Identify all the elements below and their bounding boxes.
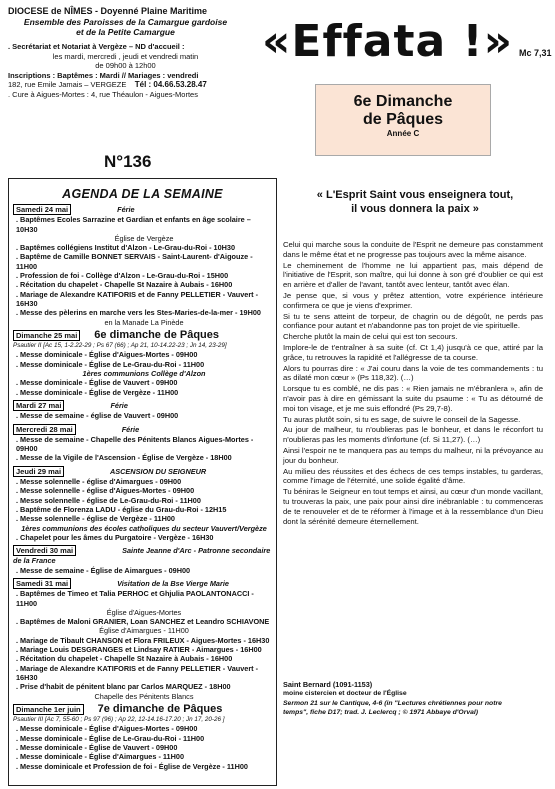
agenda-day [9,466,276,542]
day-date: Mercredi 28 mai [13,424,76,435]
parish-header [8,6,243,99]
agenda-entry: . Baptêmes de Timeo et Talia PERHOC et Ghjulia PAOLANTONACCI - 11H00 [16,589,254,608]
agenda-days [9,204,276,771]
day-date: Jeudi 29 mai [13,466,64,477]
diocese-line [8,6,243,17]
agenda-entry: . Messe dominicale - Église de Vauvert - 09H00 [16,743,178,753]
author-block [283,680,543,718]
agenda-entry: . Messe dominicale - Église d'Aigues-Mortes - 09H00 [16,350,198,360]
day-header [13,704,272,715]
sunday-line-2: de Pâques [362,111,444,128]
agenda-entry: . Mariage Louis DESGRANGES et Lindsay RATIER - Aimargues - 16H00 [16,645,262,655]
diocese-name: DIOCESE de NÎMES [8,6,93,16]
agenda-entry: Église de Vergèze [114,233,174,243]
agenda-entry: . Messe solennelle - église d'Aimargues - 09H00 [16,477,182,487]
meditation-paragraph: Cherche plutôt la main de celui qui est ton secours. [283,332,458,342]
ensemble-l1: Ensemble des Paroisses de la Camargue gardoise [23,17,228,27]
agenda-day [9,578,276,701]
agenda-entry: . Récitation du chapelet - Chapelle St Nazaire à Aubais - 16H00 [16,654,233,664]
author-source-2: temps", fiche D17; trad. J. Leclercq ; © 1971 Abbaye d'Orval) [283,709,479,717]
agenda-entry: . Messe solennelle - église d'Aigues-Mortes - 09H00 [16,486,195,496]
agenda-entry: Église d'Aimargues - 11H00 [99,626,189,636]
contact-info [8,42,243,99]
phone-number: Tél : 04.66.53.28.47 [134,80,207,89]
meditation-paragraph: Tu auras plutôt soin, si tu es sage, de suivre le conseil de la Sagesse. [283,414,521,424]
agenda-entry: . Profession de foi - Collège d'Alzon - Le-Grau-du-Roi - 15H00 [16,271,229,281]
day-header [13,545,272,566]
agenda-entry: . Baptêmes collégiens Institut d'Alzon - Le-Grau-du-Roi - 10H30 [16,243,236,253]
meditation-paragraph: Ainsi l'espoir ne te manquera pas au temps du malheur, ni la prévoyance au jour du bonheur. [283,445,543,465]
day-header [13,578,272,589]
agenda-entry: . Récitation du chapelet - Chapelle St Nazaire à Aubais - 16H00 [16,280,233,290]
agenda-entry: . Messe de semaine - Église de Aimargues - 09H00 [16,565,191,575]
author-desc: moine cistercien et docteur de l'Église [283,690,407,698]
agenda-day [9,204,276,327]
day-title: Férie [110,400,128,410]
agenda-day [9,400,276,421]
meditation-text [283,240,543,527]
quote-line-2: il vous donnera la paix » [351,203,479,215]
psautier-line: Psautier III [Ac 7, 55-60 ; Ps 97 (96) ; Ap 22, 12-14.16-17.20 ; Jn 17, 20-26 ] [13,716,225,724]
agenda-heading: AGENDA DE LA SEMAINE [62,187,223,201]
quote-line-1: « L'Esprit Saint vous enseignera tout, [316,189,514,201]
agenda-entry: . Mariage de Alexandre KATIFORIS et de Fanny PELLETIER - Vauvert - 16H30 [16,663,259,682]
author-name: Saint Bernard (1091-1153) [283,680,373,689]
day-title: Sainte Jeanne d'Arc - Patronne secondaire de la France [13,546,271,566]
address-line [8,80,243,90]
agenda-entry: . Messe des pèlerins en marche vers les Stes-Maries-de-la-mer - 19H00 [16,308,261,318]
meditation-paragraph: Au milieu des réussites et des échecs de ces temps instables, tu garderas, comme l'image de l'éternité, une solide égalité d'âme. [283,466,543,486]
hours-line-2: de 09h00 à 12h00 [95,61,156,70]
gospel-quote [290,188,540,216]
psautier-line: Psautier II [Ac 15, 1-2.22-29 ; Ps 67 (66) ; Ap 21, 10-14.22-23 ; Jn 14, 23-29] [13,342,227,350]
agenda-entry: . Messe dominicale - Église de Le-Grau-du-Roi - 11H00 [16,733,205,743]
title-reference: Mc 7,31 [519,48,552,58]
meditation-paragraph: Je pense que, si vous y prêtez attention, votre expérience intérieure confirmera ce que je viens d'exprimer. [283,290,543,310]
meditation-paragraph: Alors tu pourras dire : « J'ai couru dans la voie de tes commandements : tu as dilaté mon cœur » (Ps 118,32). (…) [283,363,543,383]
meditation-paragraph: Implore-le de t'entraîner à sa suite (cf. Ct 1,4) jusqu'à ce que, attiré par la grâce, tu retrouves la rapidité et l'allégresse de ta course. [283,342,543,362]
sunday-line-1: 6e Dimanche [353,93,453,110]
agenda-entry: . Messe de semaine - église de Vauvert - 09H00 [16,411,179,421]
agenda-entry: . Baptême de Camille BONNET SERVAIS - Saint-Laurent- d'Aigouze - 11H00 [16,252,253,271]
agenda-entry: en la Manade La Pinède [104,317,184,327]
agenda-entry: . Messe dominicale - Église d'Aigues-Mortes - 09H00 [16,724,198,734]
agenda-entry: 1ères communions des écoles catholiques du secteur Vauvert/Vergèze [21,523,267,533]
agenda-entry: . Messe dominicale et Profession de foi - Église de Vergèze - 11H00 [16,761,248,771]
inscriptions-line: Inscriptions : Baptêmes : Mardi // Mariages : vendredi [8,70,199,80]
day-header [13,424,272,435]
meditation-paragraph: Tu béniras le Seigneur en tout temps et ainsi, au cœur d'un monde vacillant, tu trouveras la paix, une paix pour ainsi dire inébranlable : tu commenceras de te renouveler et de te réformer à l'image et à la ressemblance d'un Dieu dont la sérénité demeure éternellement. [283,487,543,526]
agenda-entry: . Messe dominicale - Église de Vergèze - 11H00 [16,387,179,397]
doyenne-name: - Doyenné Plaine Maritime [92,6,208,16]
agenda-entry: . Mariage de Tibault CHANSON et Flora FRILEUX - Aigues-Mortes - 16H30 [16,635,270,645]
day-title: ASCENSION DU SEIGNEUR [110,466,207,476]
day-date: Samedi 31 mai [13,578,71,589]
sunday-year: Année C [386,129,420,138]
newsletter-title: «Effata !» [262,16,513,67]
day-title: Férie [121,424,140,434]
day-date: Dimanche 25 mai [13,330,80,341]
agenda-entry: . Baptêmes de Maloni GRANIER, Loan SANCHEZ et Leandro SCHIAVONE [16,617,270,627]
ensemble-l2: et de la Petite Camargue [76,27,175,37]
sunday-box [315,84,491,156]
agenda-entry: . Messe solennelle - église de Le-Grau-du-Roi - 11H00 [16,495,201,505]
agenda-box [8,178,277,786]
day-date: Mardi 27 mai [13,400,64,411]
day-title: Férie [117,205,135,214]
day-date: Vendredi 30 mai [13,545,76,556]
agenda-entry: . Messe dominicale - Église de Vauvert - 09H00 [16,378,178,388]
meditation-paragraph: Lorsque tu es comblé, ne dis pas : « Rien jamais ne m'ébranlera », afin de n'avoir pas à dire en gémissant la suite du psaume : « Tu as détourné de moi ton visage, et je me suis effondré (Ps 29,7-8). [283,384,543,413]
meditation-paragraph: Si tu te sens atteint de torpeur, de chagrin ou de dégoût, ne perds pas confiance pour autant et n'abandonne pas ton projet de vie spirituelle. [283,311,543,331]
meditation-paragraph: Le cheminement de l'homme ne lui appartient pas, mais dépend de l'initiative de l'Esprit, son maître, qui lui donne à son gré d'oublier ce qui est en arrière et d'aller de l'avant, tantôt avec lenteur, tantôt avec élan. [283,260,543,290]
cure-line: . Cure à Aigues-Mortes : 4, rue Théaulon - Aigues-Mortes [8,89,198,99]
agenda-day [9,545,276,575]
agenda-day [9,330,276,397]
day-header [13,400,272,411]
meditation-paragraph: Celui qui marche sous la conduite de l'Esprit ne demeure pas constamment dans le même état et ne progresse pas toujours avec la même aisance. [283,240,543,259]
agenda-entry: . Baptêmes Ecoles Sarrazine et Gardian et enfants en âge scolaire – 10H30 [16,215,251,234]
agenda-entry: . Messe de semaine - Chapelle des Pénitents Blancs Aigues-Mortes - 09H00 [16,434,254,454]
day-title: 7e dimanche de Pâques [97,702,223,715]
address: 182, rue Emile Jamais – VERGEZE [8,80,127,89]
agenda-day [9,424,276,463]
agenda-day [9,704,276,771]
day-title: 6e dimanche de Pâques [94,328,219,341]
agenda-entry: . Messe de la Vigile de l'Ascension - Église de Vergèze - 18H00 [16,453,232,463]
day-header [13,204,272,215]
agenda-entry: . Messe dominicale - Église d'Aimargues - 11H00 [16,752,185,762]
agenda-entry: . Prise d'habit de pénitent blanc par Carlos MARQUEZ - 18H00 [16,682,231,692]
agenda-entry: 1ères communions Collège d'Alzon [82,369,206,379]
issue-number: N°136 [104,152,152,171]
agenda-entry: . Chapelet pour les âmes du Purgatoire - Vergèze - 16H30 [16,532,214,542]
author-source-1: Sermon 21 sur le Cantique, 4-6 (in "Lectures chrétiennes pour notre [283,699,502,707]
agenda-entry: . Mariage de Alexandre KATIFORIS et de Fanny PELLETIER - Vauvert - 16H30 [16,289,259,308]
agenda-entry: . Baptême de Florenza LADU - église du Grau-du-Roi - 12H15 [16,504,227,514]
agenda-entry: Chapelle des Pénitents Blancs [94,691,194,701]
day-header [13,466,272,477]
day-header [13,330,272,341]
agenda-entry: . Messe dominicale - Église de Le-Grau-du-Roi - 11H00 [16,359,205,369]
day-title: Visitation de la Bse Vierge Marie [117,578,229,588]
secretariat-line: . Secrétariat et Notariat à Vergèze – ND d'accueil : [8,42,185,51]
day-date: Samedi 24 mai [13,204,71,215]
hours-line-1: les mardi, mercredi , jeudi et vendredi matin [52,51,199,61]
agenda-entry: Église d'Aigues-Mortes [106,607,182,617]
day-date: Dimanche 1er juin [13,704,84,715]
agenda-entry: . Messe solennelle - église de Vergèze - 11H00 [16,514,175,524]
meditation-paragraph: Au jour de malheur, tu n'oublieras pas le bonheur, et dans le réconfort tu n'oublieras pas les moments d'infortune (cf. Si 11,27). (…) [283,425,543,445]
